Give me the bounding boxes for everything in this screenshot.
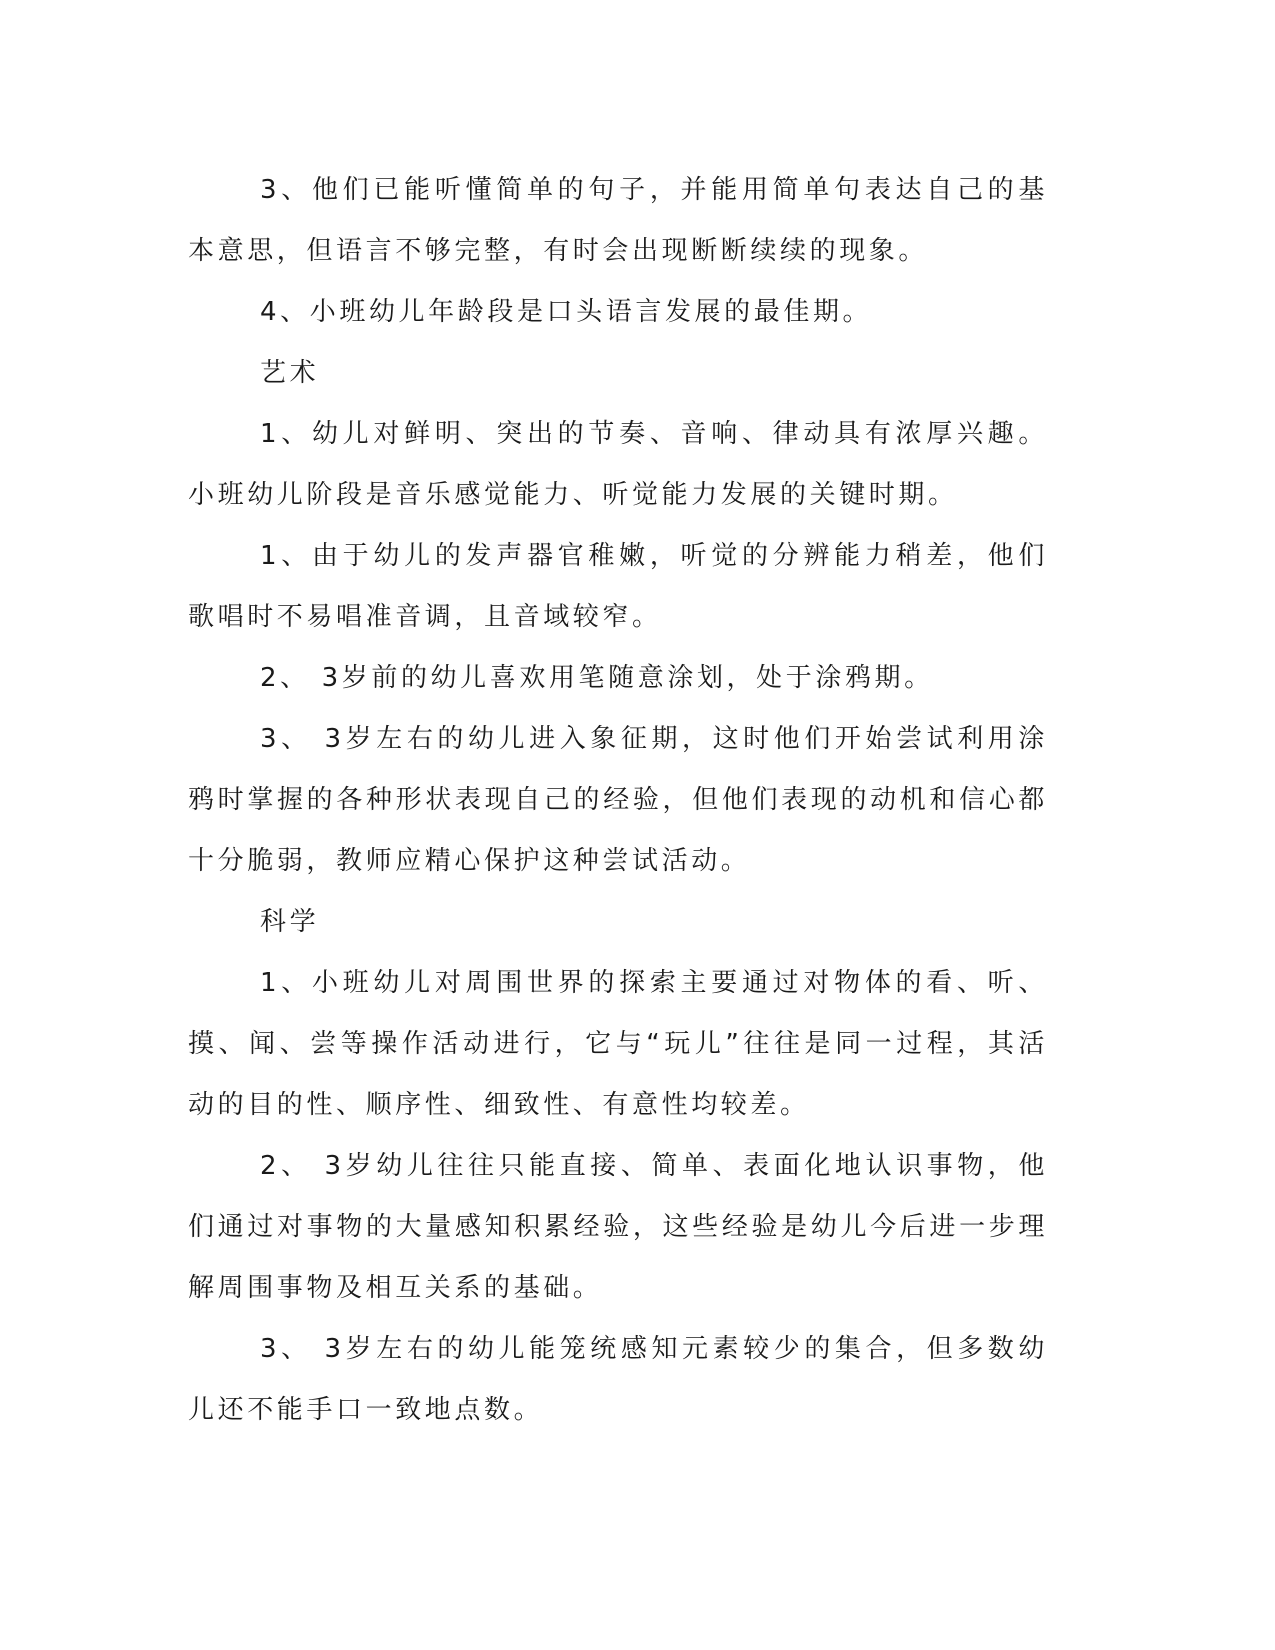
section-heading-art: 艺术 [260, 358, 320, 388]
paragraph-science-2: 2、 3岁幼儿往往只能直接、简单、表面化地认识事物，他们通过对事物的大量感知积累经验，这些经验是幼儿今后进一步理解周围事物及相互关系的基础。 [188, 1151, 1048, 1303]
paragraph-language-3: 3、他们已能听懂简单的句子，并能用简单句表达自己的基本意思，但语言不够完整，有时会出现断断续续的现象。 [188, 175, 1048, 266]
document-body [188, 160, 1048, 1441]
paragraph-science-1: 1、小班幼儿对周围世界的探索主要通过对物体的看、听、摸、闻、尝等操作活动进行，它与“玩儿”往往是同一过程，其活动的目的性、顺序性、细致性、有意性均较差。 [188, 968, 1048, 1120]
paragraph-science-3: 3、 3岁左右的幼儿能笼统感知元素较少的集合，但多数幼儿还不能手口一致地点数。 [188, 1334, 1048, 1425]
paragraph-art-3: 3、 3岁左右的幼儿进入象征期，这时他们开始尝试利用涂鸦时掌握的各种形状表现自己的经验，但他们表现的动机和信心都十分脆弱，教师应精心保护这种尝试活动。 [188, 724, 1048, 876]
paragraph-art-1a: 1、幼儿对鲜明、突出的节奏、音响、律动具有浓厚兴趣。小班幼儿阶段是音乐感觉能力、听觉能力发展的关键时期。 [188, 419, 1048, 510]
paragraph-art-1b: 1、由于幼儿的发声器官稚嫩，听觉的分辨能力稍差，他们歌唱时不易唱准音调，且音域较窄。 [188, 541, 1048, 632]
paragraph-art-2: 2、 3岁前的幼儿喜欢用笔随意涂划，处于涂鸦期。 [260, 663, 934, 693]
section-heading-science: 科学 [260, 907, 320, 937]
paragraph-language-4: 4、小班幼儿年龄段是口头语言发展的最佳期。 [260, 297, 873, 327]
